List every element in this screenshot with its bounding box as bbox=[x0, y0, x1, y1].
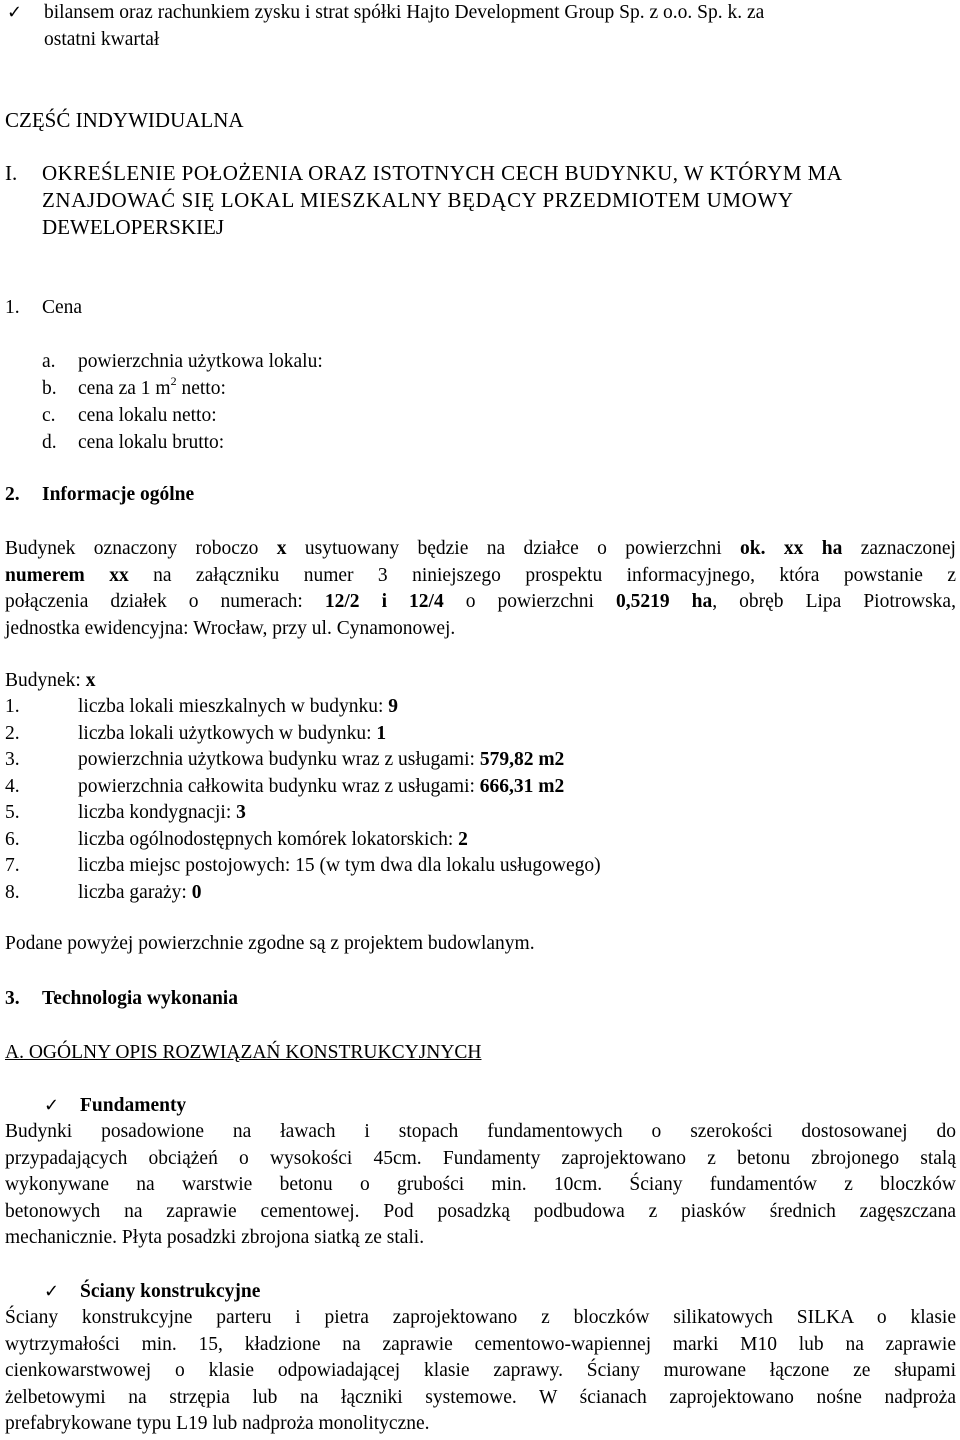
cena-item-letter: b. bbox=[42, 378, 57, 399]
list-item: 3. powierzchnia użytkowa budynku wraz z usługami: 579,82 m2 bbox=[5, 749, 565, 770]
list-item: 1. liczba lokali mieszkalnych w budynku: 9 bbox=[5, 696, 399, 717]
areas-note: Podane powyżej powierzchnie zgodne są z projektem budowlanym. bbox=[5, 933, 535, 954]
info-number: 2. bbox=[5, 484, 20, 505]
list-item: 7. liczba miejsc postojowych: 15 (w tym dwa dla lokalu usługowego) bbox=[5, 855, 601, 876]
tech-number: 3. bbox=[5, 988, 20, 1009]
tech-title: Technologia wykonania bbox=[42, 988, 238, 1009]
building-label: Budynek: x bbox=[5, 670, 96, 691]
checkmark-icon: ✓ bbox=[44, 1095, 60, 1116]
cena-item-gross-price: cena lokalu brutto: bbox=[78, 432, 225, 453]
section-1-number: I. bbox=[5, 161, 18, 185]
intro-line-1: bilansem oraz rachunkiem zysku i strat spółki Hajto Development Group Sp. z o.o. Sp. k. za bbox=[44, 2, 765, 23]
cena-number: 1. bbox=[5, 297, 20, 318]
cena-title: Cena bbox=[42, 297, 83, 318]
list-item: 6. liczba ogólnodostępnych komórek lokatorskich: 2 bbox=[5, 828, 468, 850]
tech-subsection-title: A. OGÓLNY OPIS ROZWIĄZAŃ KONSTRUKCYJNYCH bbox=[5, 1042, 482, 1063]
intro-line-2: ostatni kwartał bbox=[44, 29, 160, 50]
list-item: 2. liczba lokali użytkowych w budynku: 1 bbox=[5, 722, 387, 744]
checkmark-icon: ✓ bbox=[44, 1281, 60, 1302]
cena-item-net-price: cena lokalu netto: bbox=[78, 405, 217, 426]
fundamenty-paragraph: Budynki posadowione na ławach i stopach fundamentowych o szerokości dostosowanej do przypadających obciążeń o wysokości 45cm. Fundamenty zaprojektowano z betonu zbrojonego stalą wykonywane na warstwie betonu o grubości min. 10cm. Ściany fundamentów z bloczków betonowych na zaprawie cementowej. Pod posadzką podbudowa z piasków średnich zagęszczana mechanicznie. Płyta posadzki zbrojona siatką ze stali. bbox=[5, 1121, 956, 1248]
section-1-title-line-1: OKREŚLENIE POŁOŻENIA ORAZ ISTOTNYCH CECH BUDYNKU, W KTÓRYM MA bbox=[42, 161, 843, 185]
info-paragraph: Budynek oznaczony roboczo x usytuowany będzie na działce o powierzchni ok. xx ha zaznaczonej numerem xx na załączniku numer 3 niniejszego prospektu informacyjnego, która powstanie z połączenia działek o numerach: 12/2 i 12/4 o powierzchni 0,5219 ha, obręb Lipa Piotrowska, jednostka ewidencyjna: Wrocław, przy ul. Cynamonowej. bbox=[5, 538, 956, 639]
cena-item-letter: a. bbox=[42, 351, 56, 372]
part-title: CZĘŚĆ INDYWIDUALNA bbox=[5, 108, 244, 132]
section-1-title-line-3: DEWELOPERSKIEJ bbox=[42, 215, 224, 239]
sciany-title: Ściany konstrukcyjne bbox=[80, 1281, 261, 1302]
checkmark-icon: ✓ bbox=[7, 2, 23, 23]
sciany-paragraph: Ściany konstrukcyjne parteru i pietra zaprojektowano z bloczków silikatowych SILKA o klasie wytrzymałości min. 15, kładzione na zaprawie cementowo-wapiennej marki M10 lub na zaprawie cienkowarstwowej o klasie odpowiadającej klasie zaprawy. Ściany murowane łączone ze słupami żelbetowymi na strzępia lub na łączniki systemowe. W ścianach zaprojektowano nośne nadproża prefabrykowane typu L19 lub nadproża monolityczne. bbox=[5, 1307, 956, 1434]
cena-item-letter: d. bbox=[42, 432, 57, 453]
cena-item-area: powierzchnia użytkowa lokalu: bbox=[78, 351, 323, 372]
list-item: 5. liczba kondygnacji: 3 bbox=[5, 802, 246, 823]
building-stats-list bbox=[5, 694, 905, 906]
cena-item-letter: c. bbox=[42, 405, 56, 426]
info-title: Informacje ogólne bbox=[42, 484, 195, 505]
section-1-title-line-2: ZNAJDOWAĆ SIĘ LOKAL MIESZKALNY BĘDĄCY PRZEDMIOTEM UMOWY bbox=[42, 188, 794, 212]
cena-item-price-per-m2: cena za 1 $m^2$ netto: bbox=[78, 374, 226, 399]
list-item: 4. powierzchnia całkowita budynku wraz z usługami: 666,31 m2 bbox=[5, 775, 565, 797]
list-item: 8. liczba garaży: 0 bbox=[5, 881, 202, 903]
fundamenty-title: Fundamenty bbox=[80, 1095, 187, 1116]
